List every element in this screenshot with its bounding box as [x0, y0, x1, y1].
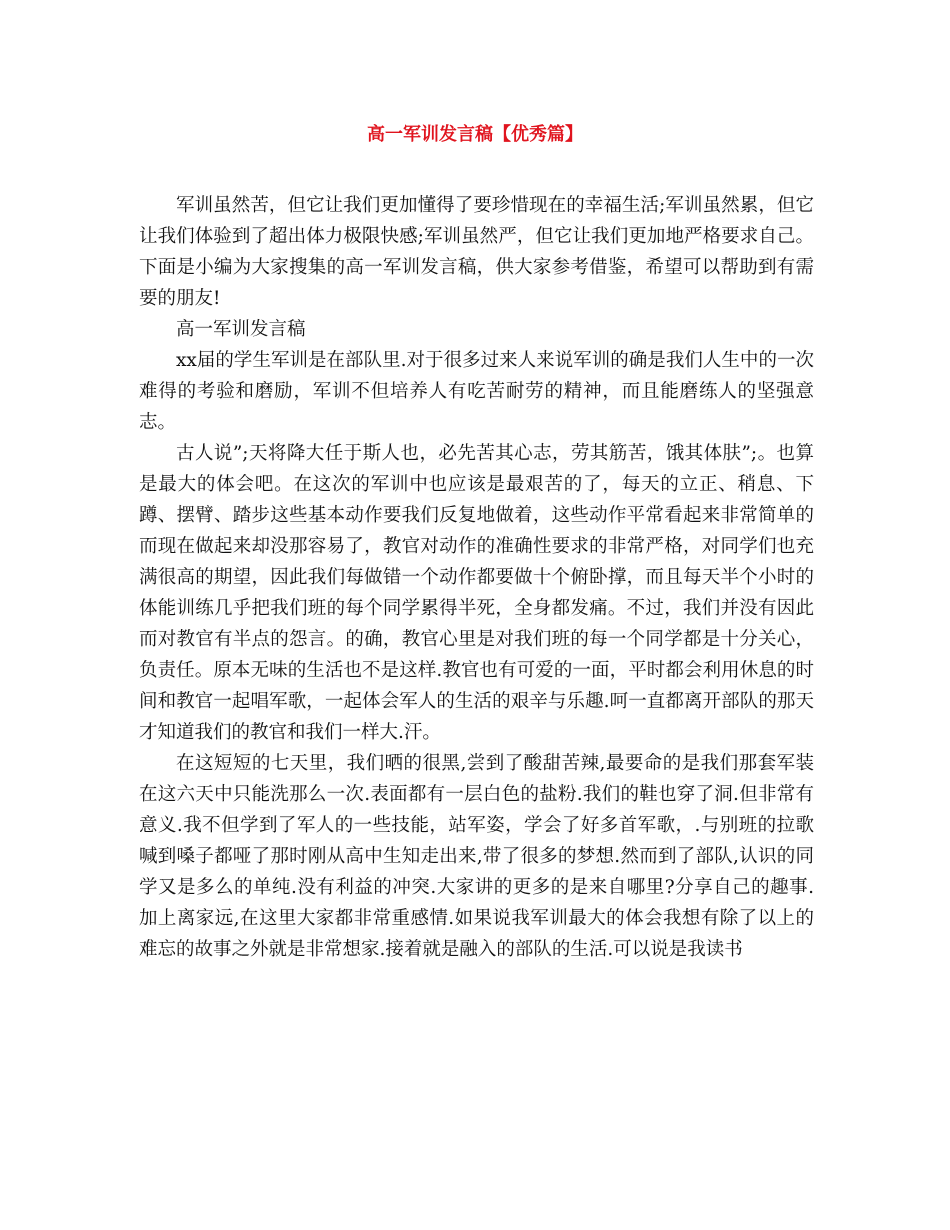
section-heading: 高一军训发言稿	[176, 319, 306, 340]
paragraph-military-training: xx届的学生军训是在部队里.对于很多过来人来说军训的确是我们人生中的一次难得的考验和磨励，军训不但培养人有吃苦耐劳的精神，而且能磨练人的坚强意志。	[139, 350, 814, 433]
paragraph-seven-days: 在这短短的七天里，我们晒的很黑,尝到了酸甜苦辣,最要命的是我们那套军装在这六天中只能洗那么一次.表面都有一层白色的盐粉.我们的鞋也穿了洞.但非常有意义.我不但学到了军人的一些技能，站军姿，学会了好多首军歌，.与别班的拉歌喊到嗓子都哑了那时刚从高中生知走出来,带了很多的梦想.然而到了部队,认识的同学又是多么的单纯.没有利益的冲突.大家讲的更多的是来自哪里?分享自己的趣事.加上离家远,在这里大家都非常重感情.如果说我军训最大的体会我想有除了以上的难忘的故事之外就是非常想家.接着就是融入的部队的生活.可以说是我读书	[139, 753, 814, 960]
paragraph-intro: 军训虽然苦，但它让我们更加懂得了要珍惜现在的幸福生活;军训虽然累，但它让我们体验到了超出体力极限快感;军训虽然严，但它让我们更加地严格要求自己。下面是小编为大家搜集的高一军训发言稿，供大家参考借鉴，希望可以帮助到有需要的朋友!	[139, 195, 814, 309]
paragraph-ancient-saying: 古人说”;天将降大任于斯人也，必先苦其心志，劳其筋苦，饿其体肤”;。也算是最大的体会吧。在这次的军训中也应该是最艰苦的了，每天的立正、稍息、下蹲、摆臂、踏步这些基本动作要我们反复地做着，这些动作平常看起来非常简单的而现在做起来却没那容易了，教官对动作的准确性要求的非常严格，对同学们也充满很高的期望，因此我们每做错一个动作都要做十个俯卧撑，而且每天半个小时的体能训练几乎把我们班的每个同学累得半死，全身都发痛。不过，我们并没有因此而对教官有半点的怨言。的确，教官心里是对我们班的每一个同学都是十分关心，负责任。原本无味的生活也不是这样.教官也有可爱的一面，平时都会利用休息的时间和教官一起唱军歌，一起体会军人的生活的艰辛与乐趣.呵一直都离开部队的那天才知道我们的教官和我们一样大.汗。	[139, 443, 814, 743]
page-title: 高一军训发言稿【优秀篇】	[367, 124, 583, 145]
document-body	[139, 190, 814, 965]
